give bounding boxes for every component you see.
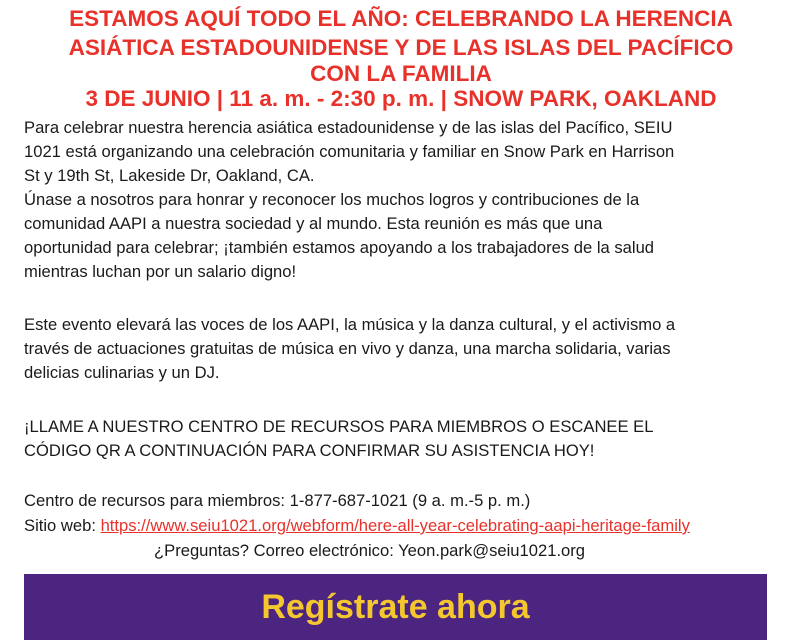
paragraph-line: ¡LLAME A NUESTRO CENTRO DE RECURSOS PARA MIEMBROS O ESCANEE EL [24, 417, 654, 436]
paragraph-line: oportunidad para celebrar; ¡también estamos apoyando a los trabajadores de la salud [24, 238, 655, 257]
paragraph-line: 1021 está organizando una celebración comunitaria y familiar en Snow Park en Harrison [24, 142, 675, 161]
paragraph-line: St y 19th St, Lakeside Dr, Oakland, CA. [24, 166, 315, 185]
paragraph-line: CÓDIGO QR A CONTINUACIÓN PARA CONFIRMAR SU ASISTENCIA HOY! [24, 441, 595, 460]
paragraph-line: delicias culinarias y un DJ. [24, 363, 220, 382]
intro-paragraph [24, 116, 674, 188]
event-paragraph [24, 313, 675, 385]
questions-email-line: ¿Preguntas? Correo electrónico: Yeon.park@seiu1021.org [154, 541, 586, 560]
register-now-button[interactable] [24, 574, 767, 640]
website-link[interactable]: https://www.seiu1021.org/webform/here-all-year-celebrating-aapi-heritage-family [100, 516, 690, 535]
register-now-label: Regístrate ahora [261, 588, 530, 626]
event-details: 3 DE JUNIO | 11 a. m. - 2:30 p. m. | SNOW PARK, OAKLAND [85, 86, 717, 111]
website-label: Sitio web: [24, 516, 101, 535]
paragraph-line: Para celebrar nuestra herencia asiática estadounidense y de las islas del Pacífico, SEIU [24, 118, 673, 137]
paragraph-line: Este evento elevará las voces de los AAPI, la música y la danza cultural, y el activismo a [24, 315, 676, 334]
join-paragraph [24, 188, 654, 284]
headline-line-2: ASIÁTICA ESTADOUNIDENSE Y DE LAS ISLAS DEL PACÍFICO [68, 35, 734, 60]
paragraph-line: través de actuaciones gratuitas de música en vivo y danza, una marcha solidaria, varias [24, 339, 671, 358]
website-line [24, 514, 690, 538]
paragraph-line: comunidad AAPI a nuestra sociedad y al mundo. Esta reunión es más que una [24, 214, 603, 233]
headline-line-3: CON LA FAMILIA [310, 61, 492, 86]
paragraph-line: Únase a nosotros para honrar y reconocer los muchos logros y contribuciones de la [24, 190, 640, 209]
rsvp-paragraph [24, 415, 653, 463]
paragraph-line: mientras luchan por un salario digno! [24, 262, 297, 281]
headline-line-1: ESTAMOS AQUÍ TODO EL AÑO: CELEBRANDO LA HERENCIA [69, 6, 733, 31]
resource-center-line: Centro de recursos para miembros: 1-877-687-1021 (9 a. m.-5 p. m.) [24, 491, 531, 510]
